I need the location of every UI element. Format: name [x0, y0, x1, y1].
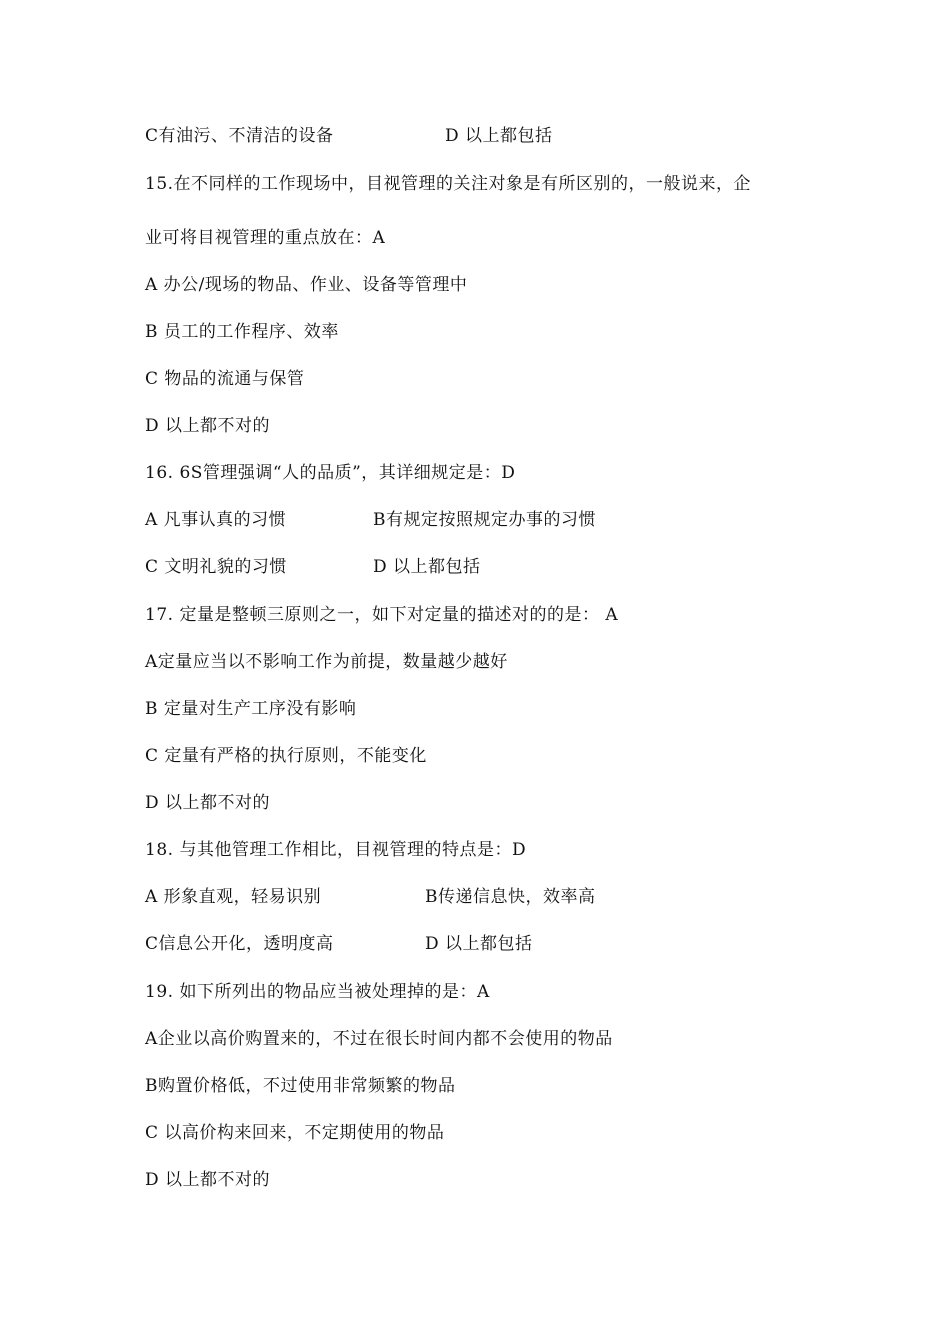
question-17: 17. 定量是整顿三原则之一，如下对定量的描述对的的是： A [145, 605, 619, 625]
q16-option-row-a-b [145, 508, 596, 532]
q15-option-a: A 办公/现场的物品、作业、设备等管理中 [145, 275, 468, 295]
q16-option-b: B有规定按照规定办事的习惯 [373, 510, 596, 530]
q18-option-b: B传递信息快，效率高 [425, 887, 596, 907]
q19-option-b: B购置价格低，不过使用非常频繁的物品 [145, 1076, 456, 1096]
question-15-line-2: 业可将目视管理的重点放在：A [145, 228, 386, 248]
q18-option-d: D 以上都包括 [425, 934, 533, 954]
q18-option-a: A 形象直观，轻易识别 [145, 887, 322, 907]
question-15-line-1: 15.在不同样的工作现场中，目视管理的关注对象是有所区别的，一般说来，企 [145, 174, 752, 194]
q18-option-row-a-b [145, 885, 596, 909]
q18-option-row-c-d [145, 932, 533, 956]
q18-option-c: C信息公开化，透明度高 [145, 934, 334, 954]
q16-option-d: D 以上都包括 [373, 557, 481, 577]
option-row-c-d [145, 124, 553, 148]
question-19: 19. 如下所列出的物品应当被处理掉的是：A [145, 982, 490, 1002]
q17-option-a: A定量应当以不影响工作为前提，数量越少越好 [145, 652, 508, 672]
q17-option-d: D 以上都不对的 [145, 793, 271, 813]
question-16: 16. 6S管理强调“人的品质”，其详细规定是：D [145, 463, 516, 483]
q16-option-a: A 凡事认真的习惯 [145, 510, 287, 530]
q16-option-c: C 文明礼貌的习惯 [145, 557, 287, 577]
option-d: D 以上都包括 [445, 126, 553, 146]
q17-option-b: B 定量对生产工序没有影响 [145, 699, 357, 719]
q15-option-c: C 物品的流通与保管 [145, 369, 305, 389]
q15-option-d: D 以上都不对的 [145, 416, 271, 436]
q16-option-row-c-d [145, 555, 481, 579]
q15-option-b: B 员工的工作程序、效率 [145, 322, 339, 342]
q19-option-d: D 以上都不对的 [145, 1170, 271, 1190]
q19-option-c: C 以高价构来回来，不定期使用的物品 [145, 1123, 445, 1143]
q17-option-c: C 定量有严格的执行原则，不能变化 [145, 746, 427, 766]
q19-option-a: A企业以高价购置来的，不过在很长时间内都不会使用的物品 [145, 1029, 613, 1049]
option-c: C有油污、不清洁的设备 [145, 126, 334, 146]
question-18: 18. 与其他管理工作相比，目视管理的特点是：D [145, 840, 527, 860]
